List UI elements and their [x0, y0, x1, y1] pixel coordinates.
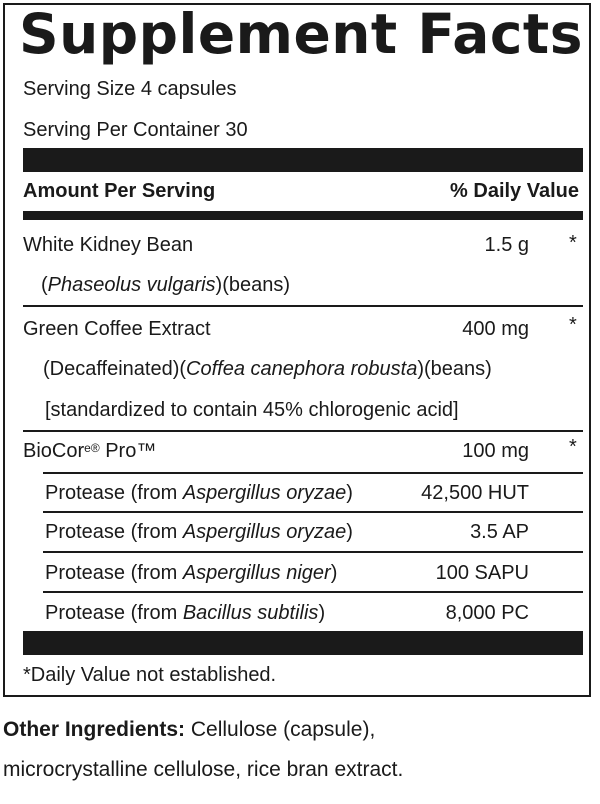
- enzyme-amount: 100 SAPU: [435, 562, 529, 584]
- daily-value-footnote: *Daily Value not established.: [23, 664, 277, 686]
- supplement-facts-panel: [3, 3, 591, 697]
- ingredient-amount: 100 mg: [462, 440, 529, 462]
- row-divider: [23, 305, 583, 307]
- ingredient-source: (Decaffeinated)(Coffea canephora robusta)(beans): [43, 358, 492, 380]
- ingredient-name: Green Coffee Extract: [23, 318, 211, 340]
- amount-per-serving-header: Amount Per Serving: [23, 180, 216, 202]
- enzyme-name: Protease (from Bacillus subtilis): [45, 602, 326, 624]
- enzyme-name: Protease (from Aspergillus oryzae): [45, 482, 353, 504]
- enzyme-name: Protease (from Aspergillus niger): [45, 562, 338, 584]
- ingredient-dv: *: [569, 314, 577, 336]
- servings-per-container: Serving Per Container 30: [23, 119, 248, 141]
- ingredient-amount: 400 mg: [462, 318, 529, 340]
- ingredient-source: (Phaseolus vulgaris)(beans): [41, 274, 291, 296]
- thick-divider-bottom: [23, 631, 583, 655]
- row-divider: [43, 511, 583, 513]
- other-ingredients-continued: microcrystalline cellulose, rice bran extract.: [3, 758, 404, 781]
- ingredient-standardization-note: [standardized to contain 45% chlorogenic acid]: [45, 399, 459, 421]
- enzyme-amount: 8,000 PC: [445, 602, 529, 624]
- other-ingredients-label: Other Ingredients:: [3, 718, 186, 741]
- thick-divider-top: [23, 148, 583, 172]
- row-divider: [43, 591, 583, 593]
- row-divider: [43, 472, 583, 474]
- ingredient-amount: 1.5 g: [484, 234, 529, 256]
- row-divider: [23, 430, 583, 432]
- other-ingredients: Other Ingredients: Cellulose (capsule),: [3, 718, 376, 741]
- enzyme-amount: 3.5 AP: [470, 521, 529, 543]
- ingredient-dv: *: [569, 232, 577, 254]
- enzyme-name: Protease (from Aspergillus oryzae): [45, 521, 353, 543]
- serving-size: Serving Size 4 capsules: [23, 78, 237, 100]
- ingredient-name: White Kidney Bean: [23, 234, 194, 256]
- row-divider: [43, 551, 583, 553]
- ingredient-dv: *: [569, 436, 577, 458]
- daily-value-header: % Daily Value: [450, 180, 579, 202]
- enzyme-amount: 42,500 HUT: [421, 482, 529, 504]
- panel-title: Supplement Facts: [19, 2, 583, 66]
- medium-divider: [23, 211, 583, 220]
- ingredient-name: BioCor$^{e®}$ Pro™: [23, 440, 157, 462]
